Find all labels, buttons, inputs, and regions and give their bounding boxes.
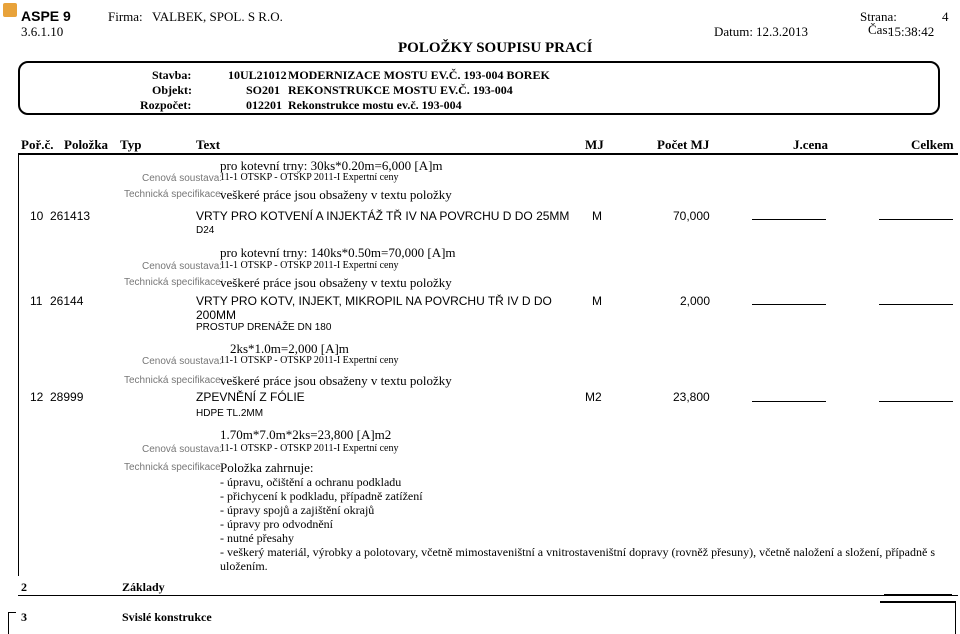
item-11-poradi: 11 (30, 294, 43, 308)
item-10-note: D24 (196, 225, 215, 236)
item-11-text2: 200MM (196, 308, 237, 322)
col-celkem: Celkem (911, 137, 954, 152)
item-12-tech-line: Položka zahrnuje: (220, 460, 314, 475)
header-divider (18, 153, 958, 155)
firma-label: Firma: (108, 9, 143, 24)
item-10-poradi: 10 (30, 209, 44, 223)
rozpocet-label: Rozpočet: (140, 98, 192, 112)
bracket-top (8, 612, 16, 613)
section-3-top-rule (880, 601, 956, 603)
item-12-text: ZPEVNĚNÍ Z FÓLIE (196, 390, 305, 404)
col-pocet: Počet MJ (657, 137, 710, 152)
item-10-mj: M (592, 209, 602, 223)
col-typ: Typ (120, 137, 142, 152)
item-10-celkem-blank[interactable] (879, 219, 953, 220)
item-11-calc: 2ks*1.0m=2,000 [A]m (230, 341, 349, 356)
item-11-cenova-label: Cenová soustava: (142, 356, 223, 367)
item-12-tech-line: - nutné přesahy (220, 531, 294, 545)
rozpocet-name: Rekonstrukce mostu ev.č. 193-004 (288, 98, 462, 112)
item-12-mj: M2 (585, 390, 602, 404)
item-11-text: VRTY PRO KOTV, INJEKT, MIKROPIL NA POVRCHU TŘ IV D DO (196, 294, 552, 308)
page-title: POLOŽKY SOUPISU PRACÍ (398, 40, 593, 56)
item-12-tech-line: - veškerý materiál, výrobky a polotovary, včetně mimostaveništní a vnitrostaveništní dopravy (rovněž přesuny), včetně naložení a složení, případně s (220, 545, 936, 559)
col-polozka: Položka (64, 137, 109, 152)
item-12-pocet: 23,800 (673, 390, 710, 404)
item-10-cenova-label: Cenová soustava: (142, 261, 223, 272)
item-12-cenova: 11-1 OTSKP - OTSKP 2011-I Expertní ceny (220, 443, 399, 454)
app-logo-icon (3, 3, 17, 17)
item-10-jcena-blank[interactable] (752, 219, 826, 220)
item-11-pocet: 2,000 (680, 294, 711, 308)
col-porc: Poř.č. (21, 137, 54, 152)
item-12-cenova-label: Cenová soustava: (142, 444, 223, 455)
item-12-kod: 28999 (50, 390, 84, 404)
top-calc: pro kotevní trny: 30ks*0.20m=6,000 [A]m (220, 158, 443, 173)
stavba-code: 10UL21012 (228, 68, 287, 82)
top-cenova: 11-1 OTSKP - OTSKP 2011-I Expertní ceny (220, 172, 399, 183)
cas-label: Čas: (868, 22, 892, 37)
section-3-name: Svislé konstrukce (122, 610, 212, 624)
item-11-jcena-blank[interactable] (752, 304, 826, 305)
section-2-name: Základy (122, 580, 165, 594)
app-name: ASPE 9 (21, 8, 71, 24)
left-border (18, 153, 19, 576)
item-10-calc: pro kotevní trny: 140ks*0.50m=70,000 [A]m (220, 245, 456, 260)
item-12-note: HDPE TL.2MM (196, 408, 264, 419)
item-12-tech-line: uložením. (220, 559, 268, 573)
item-11-mj: M (592, 294, 602, 308)
stavba-label: Stavba: (152, 68, 192, 82)
datum-label: Datum: (714, 24, 753, 39)
app-version: 3.6.1.10 (21, 24, 64, 39)
strana-label: Strana: (860, 9, 897, 24)
stavba-name: MODERNIZACE MOSTU EV.Č. 193-004 BOREK (288, 68, 550, 82)
col-text: Text (196, 137, 221, 152)
bracket-right (955, 601, 956, 634)
section-3-number: 3 (21, 610, 27, 624)
objekt-code: SO201 (246, 83, 281, 97)
item-11-kod: 26144 (50, 294, 84, 308)
section-2-number: 2 (21, 580, 27, 594)
strana-value: 4 (942, 9, 949, 24)
rozpocet-code: 012201 (246, 98, 282, 112)
firma-name: VALBEK, SPOL. S R.O. (152, 9, 283, 24)
item-12-tech-line: - úpravy pro odvodnění (220, 517, 333, 531)
item-11-note: PROSTUP DRENÁŽE DN 180 (196, 322, 332, 333)
item-12-celkem-blank[interactable] (879, 401, 953, 402)
item-10-cenova: 11-1 OTSKP - OTSKP 2011-I Expertní ceny (220, 260, 399, 271)
item-10-tech-label: Technická specifikace: (124, 277, 224, 288)
item-11-tech-label: Technická specifikace: (124, 375, 224, 386)
top-cenova-label: Cenová soustava: (142, 173, 223, 184)
bracket-left (8, 612, 9, 634)
item-10-tech: veškeré práce jsou obsaženy v textu položky (220, 275, 452, 290)
item-11-celkem-blank[interactable] (879, 304, 953, 305)
item-12-tech-line: - přichycení k podkladu, případně zatížení (220, 489, 423, 503)
item-12-tech-label: Technická specifikace: (124, 462, 224, 473)
objekt-name: REKONSTRUKCE MOSTU EV.Č. 193-004 (288, 83, 513, 97)
datum-value: 12.3.2013 (756, 24, 808, 39)
item-12-tech-line: - úpravu, očištění a ochranu podkladu (220, 475, 402, 489)
col-jcena: J.cena (793, 137, 829, 152)
item-12-tech-line: - úpravy spojů a zajištění okrajů (220, 503, 375, 517)
item-12-calc: 1.70m*7.0m*2ks=23,800 [A]m2 (220, 427, 392, 442)
item-12-poradi: 12 (30, 390, 44, 404)
item-11-cenova: 11-1 OTSKP - OTSKP 2011-I Expertní ceny (220, 355, 399, 366)
item-12-jcena-blank[interactable] (752, 401, 826, 402)
col-mj: MJ (585, 137, 604, 152)
item-10-pocet: 70,000 (673, 209, 710, 223)
section-2-total-blank[interactable] (884, 594, 952, 595)
section-2-divider (18, 595, 958, 596)
cas-value: 15:38:42 (888, 24, 935, 39)
item-10-kod: 261413 (50, 209, 91, 223)
top-tech-label: Technická specifikace: (124, 189, 224, 200)
objekt-label: Objekt: (152, 83, 192, 97)
item-11-tech: veškeré práce jsou obsaženy v textu položky (220, 373, 452, 388)
item-10-text: VRTY PRO KOTVENÍ A INJEKTÁŽ TŘ IV NA POVRCHU D DO 25MM (196, 209, 570, 223)
top-tech: veškeré práce jsou obsaženy v textu položky (220, 187, 452, 202)
